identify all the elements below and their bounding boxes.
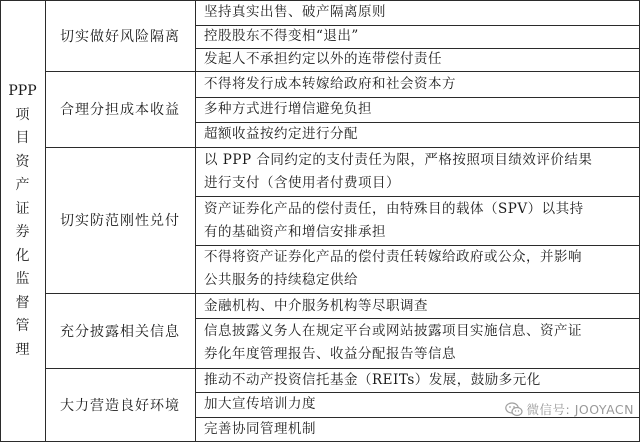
category-label-risk-isolation: 切实做好风险隔离 (60, 28, 180, 45)
row-divider (195, 196, 640, 197)
table-cell-item: 多种方式进行增信避免负担 (204, 101, 372, 117)
table-cell-item: 推动不动产投资信托基金（REITs）发展，鼓励多元化 (204, 372, 541, 388)
table-cell-item-line: 不得将资产证券化产品的偿付责任转嫁给政府或公众，并影响 (204, 249, 582, 265)
table-cell-item: 坚持真实出售、破产隔离原则 (204, 4, 386, 20)
watermark (505, 400, 634, 418)
title-char: 督 (15, 294, 30, 311)
title-char: 资 (15, 153, 30, 170)
title-char: 化 (15, 247, 30, 264)
table-cell-item-line: 以 PPP 合同约定的支付责任为限，严格按照项目绩效评价结果 (204, 152, 593, 168)
title-char: 监 (15, 271, 30, 287)
table-cell-item-line: 券化年度管理报告、收益分配报告等信息 (204, 346, 456, 362)
table-cell-item: 不得将发行成本转嫁给政府和社会资本方 (204, 76, 456, 92)
title-char: 产 (15, 177, 30, 193)
title-char: 目 (15, 130, 30, 146)
title-char: PPP (8, 83, 37, 99)
category-label-disclosure: 充分披露相关信息 (60, 323, 180, 340)
table-cell-item-line: 资产证券化产品的偿付责任，由特殊目的载体（SPV）以其持 (204, 201, 584, 217)
table-cell-item: 控股股东不得变相“退出” (204, 28, 359, 44)
row-divider (195, 318, 640, 319)
table-cell-item: 完善协同管理机制 (204, 421, 316, 437)
table-cell-item-line: 信息披露义务人在规定平台或网站披露项目实施信息、资产证 (204, 323, 582, 339)
column-divider-2 (195, 0, 196, 442)
title-char: 理 (15, 341, 30, 358)
table-cell-item-line: 有的基础资产和增信安排承担 (204, 224, 386, 240)
title-char: 管 (15, 318, 30, 334)
table-cell-item-line: 公共服务的持续稳定供给 (204, 272, 358, 288)
title-char: 证 (15, 200, 30, 217)
category-label-environment: 大力营造良好环境 (60, 398, 180, 414)
table-cell-item: 金融机构、中介服务机构等尽职调查 (204, 298, 428, 314)
table-cell-item: 超额收益按约定进行分配 (204, 126, 358, 142)
title-char: 项 (15, 106, 30, 123)
table-cell-item-line: 进行支付（含使用者付费项目） (204, 175, 400, 191)
table-title-vertical (0, 0, 45, 442)
table-cell-item: 加大宣传培训力度 (204, 396, 316, 412)
category-label-rigid-payment: 切实防范刚性兑付 (60, 213, 180, 229)
category-label-cost-sharing: 合理分担成本收益 (60, 102, 180, 118)
wechat-icon (505, 402, 523, 417)
table-cell-item: 发起人不承担约定以外的连带偿付责任 (204, 51, 442, 67)
title-char: 券 (15, 224, 30, 240)
watermark-text: 微信号: JOOYACN (526, 402, 634, 417)
